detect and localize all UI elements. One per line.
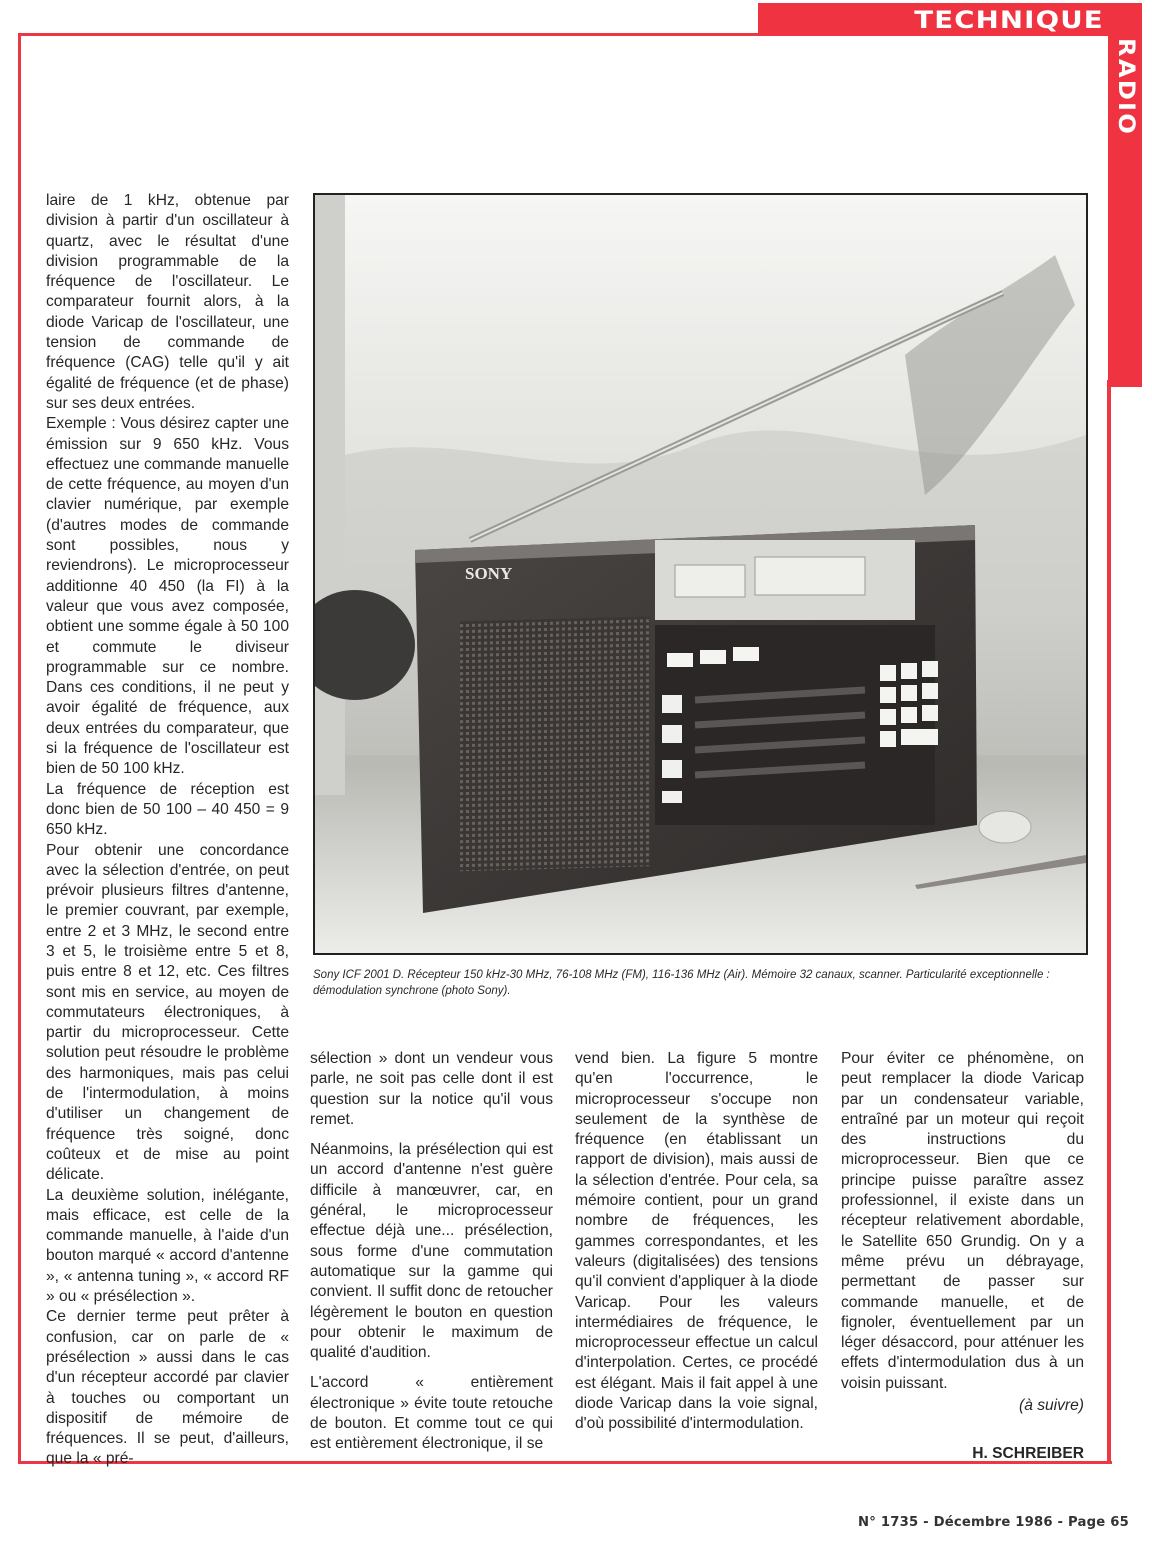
lcd-display-right (755, 557, 865, 595)
frame-top-border (18, 33, 760, 36)
paragraph: laire de 1 kHz, obtenue par division à partir d'un oscillateur à quartz, avec le résultat d'une division programmable de la fréquence de l'oscillateur. Le comparateur fournit alors, à la diode Varicap de l'oscillateur, une tension de commande de fréquence (CAG) telle qu'il y ait égalité de fréquence (et de phase) sur ses deux entrées. (46, 192, 289, 412)
paragraph: Exemple : Vous désirez capter une émission sur 9 650 kHz. Vous effectuez une commande manuelle de cette fréquence, au moyen d'un clavier numérique, par exemple (d'autres modes de commande sont possibles, nous y reviendrons). Le microprocesseur additionne 40 450 (la FI) à la valeur que vous avez composée, obtient une somme égale à 50 100 et commute le diviseur programmable sur ce nombre. Dans ces conditions, il ne peut y avoir égalité de fréquence, aux deux entrées du comparateur, que si la fréquence de l'oscillateur est bien de 50 100 kHz. (46, 415, 289, 778)
subsection-title: RADIO (1113, 38, 1138, 137)
paragraph: Pour éviter ce phénomène, on peut remplacer la diode Varicap par un condensateur variable, entraîné par un moteur qui reçoit des instructions du microprocesseur. Bien que ce principe puisse paraître assez professionnel, il existe dans un récepteur relativement abordable, le Satellite 650 Grundig. On y a même prévu un débrayage, permettant de passer sur commande manuelle, et de fignoler, éventuellement par un léger désaccord, pour atténuer les effets d'intermodulation dus à un voisin puissant. (841, 1050, 1084, 1392)
paragraph: La deuxième solution, inélégante, mais efficace, est celle de la commande manuelle, à l'aide d'un bouton marqué « accord d'antenne », « antenna tuning », « accord RF » ou « présélection ». (46, 1186, 289, 1306)
text-column-2 (310, 1049, 553, 1455)
paragraph: Pour obtenir une concordance avec la sélection d'entrée, on peut prévoir plusieurs filtres d'antenne, le premier couvrant, par exemple, entre 2 et 3 MHz, le second entre 3 et 5, le troisième entre 5 et 8, puis entre 8 et 12, etc. Ces filtres sont mis en service, au moyen de commutateurs électroniques, à partir du microprocesseur. Cette solution peut résoudre le problème des harmoniques, mais pas celui de l'intermodulation, à moins d'utiliser un changement de fréquence très soigné, donc coûteux et de mise au point délicate. (46, 841, 289, 1184)
text-column-4 (841, 1049, 1084, 1465)
band-button-fm (700, 650, 726, 664)
frame-left-border (18, 33, 21, 1464)
paragraph: L'accord « entièrement électronique » évite toute retouche de bouton. Et comme tout ce qui est entièrement électronique, il se (310, 1374, 553, 1453)
section-title: TECHNIQUE (914, 6, 1104, 34)
frame-right-border (1107, 380, 1111, 1464)
text-column-3 (575, 1049, 818, 1435)
text-column-1 (46, 191, 289, 1470)
band-button-am (733, 647, 759, 661)
to-be-continued: (à suivre) (1019, 1397, 1084, 1415)
author-byline: H. SCHREIBER (972, 1445, 1084, 1463)
paragraph: La fréquence de réception est donc bien de 50 100 – 40 450 = 9 650 kHz. (46, 780, 289, 839)
paragraph: Néanmoins, la présélection qui est un accord d'antenne n'est guère difficile à manœuvrer, car, en général, le microprocesseur effectue déjà une... présélection, sous forme d'une commutation automatique sur la gamme qui convient. Il suffit donc de retoucher légèrement le bouton en question pour obtenir le maximum de qualité d'audition. (310, 1141, 553, 1362)
product-photo (313, 193, 1088, 955)
page-footer: N° 1735 - Décembre 1986 - Page 65 (858, 1515, 1129, 1530)
eraser (979, 811, 1031, 843)
paragraph: vend bien. La figure 5 montre qu'en l'occurrence, le microprocesseur s'occupe non seulement de la synthèse de fréquence (en établissant un rapport de division), mais aussi de la sélection d'entrée. Pour cela, sa mémoire contient, pour un grand nombre de fréquences, les gammes correspondantes, et les valeurs (digitalisées) des tensions qu'il convient d'appliquer à la diode Varicap. Pour les valeurs intermédiaires de fréquence, le microprocesseur effectue un calcul d'interpolation. Certes, ce procédé est élégant. Mais il fait appel à une diode Varicap dans la voie signal, d'où possibilité d'intermodulation. (575, 1050, 818, 1433)
paragraph: Ce dernier terme peut prêter à confusion, car on parle de « présélection » aussi dans le cas d'un récepteur accordé par clavier à touches ou comportant un dispositif de mémoire de fréquences. Il se peut, d'ailleurs, que la « pré- (46, 1308, 289, 1468)
photo-caption: Sony ICF 2001 D. Récepteur 150 kHz-30 MHz, 76-108 MHz (FM), 116-136 MHz (Air). Mémoire 32 canaux, scanner. Particularité exceptionnelle : démodulation synchrone (photo Sony). (313, 969, 1050, 997)
window-frame (315, 195, 345, 795)
lcd-display-left (675, 565, 745, 597)
section-header-band (758, 3, 1142, 36)
band-button-air (667, 653, 693, 667)
brand-logo: SONY (465, 564, 513, 583)
speaker-grille (460, 616, 650, 871)
radio-illustration (315, 195, 1086, 953)
paragraph: sélection » dont un vendeur vous parle, ne soit pas celle dont il est question sur la notice qu'il vous remet. (310, 1050, 553, 1128)
